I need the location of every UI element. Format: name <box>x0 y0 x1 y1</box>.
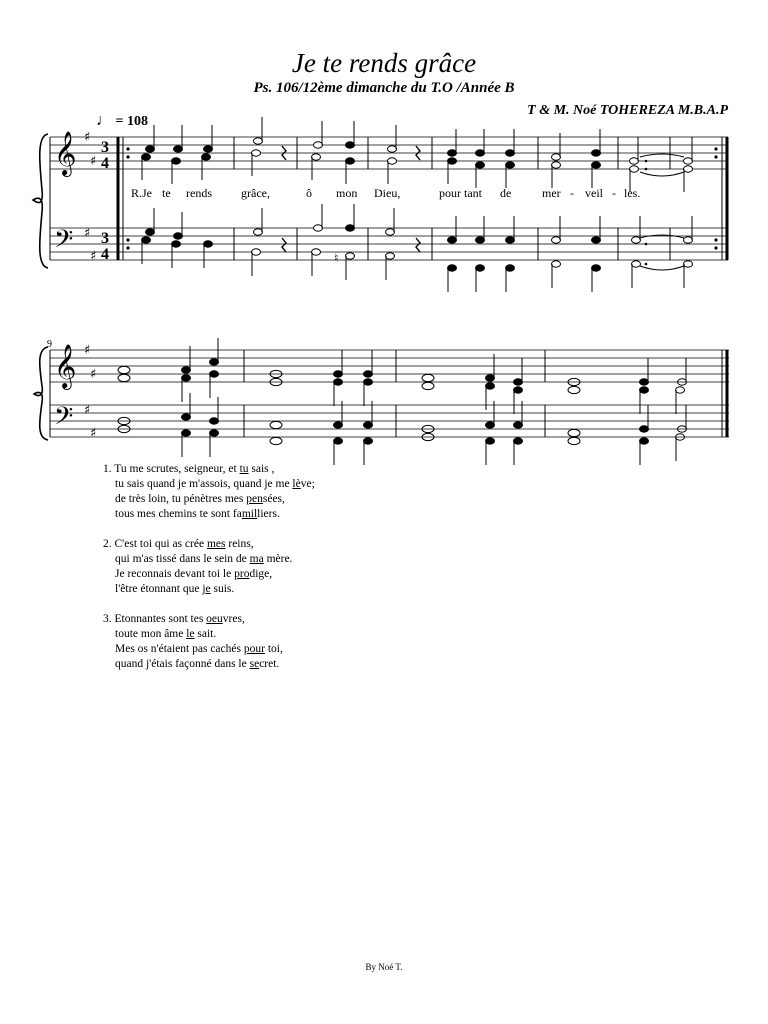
verse-text: Tu me scrutes, seigneur, et <box>114 463 240 475</box>
verse-3 <box>103 612 315 672</box>
accented-syllable: mes <box>206 538 226 550</box>
verse-text: tu sais quand je m'assois, quand je me <box>115 478 293 490</box>
verse-text: ve; <box>300 478 315 490</box>
verse-line <box>103 537 315 552</box>
verse-number: 1. <box>103 463 115 475</box>
accented-syllable: le <box>186 628 195 640</box>
barlines-2 <box>244 350 545 437</box>
verse-line <box>103 552 315 567</box>
verse-text: Mes os n'étaient pas cachés <box>115 643 244 655</box>
svg-text:♯: ♯ <box>90 426 97 441</box>
verse-text: C'est toi qui as crée <box>114 538 207 550</box>
accented-syllable: pro <box>234 568 250 580</box>
natural-sign-icon: ♮ <box>334 251 339 265</box>
accented-syllable: tu <box>239 463 249 475</box>
verse-number: 3. <box>103 613 115 625</box>
accented-syllable: se <box>249 658 260 670</box>
verse-text: de très loin, tu pénètres mes <box>115 493 247 505</box>
treble-clef-icon: 𝄞 <box>54 344 77 388</box>
footer-credit: By Noé T. <box>365 962 403 972</box>
lyric-syllable: veil <box>585 186 603 200</box>
svg-text:♯: ♯ <box>84 130 91 145</box>
dots-1 <box>645 160 648 266</box>
verse-text: tous mes chemins te sont fa <box>115 508 242 520</box>
system-1 <box>33 134 728 268</box>
verse-text: sais , <box>248 463 275 475</box>
lyric-syllable: de <box>500 186 512 200</box>
verse-line <box>103 492 315 507</box>
svg-text:4: 4 <box>101 246 109 263</box>
lyric-hyphen: - <box>570 186 574 200</box>
verse-line <box>103 477 315 492</box>
verse-line <box>103 582 315 597</box>
system-brace-1 <box>33 134 48 268</box>
verse-text: quand j'étais façonné dans le <box>115 658 250 670</box>
verse-1 <box>103 462 315 522</box>
verse-line <box>103 627 315 642</box>
treble-staff-1 <box>50 137 728 169</box>
accented-syllable: pen <box>246 493 263 505</box>
bass-clef-icon: 𝄢 <box>54 402 74 437</box>
lyric-syllable: les. <box>624 186 641 200</box>
verse-text: Je reconnais devant toi le <box>115 568 235 580</box>
verse-text: toi, <box>264 643 283 655</box>
verse-text: vres, <box>222 613 245 625</box>
lyric-syllable: te <box>162 186 171 200</box>
song-subtitle: Ps. 106/12ème dimanche du T.O /Année B <box>253 80 515 96</box>
treble-notes-2 <box>118 338 687 414</box>
bass-clef-icon: 𝄢 <box>54 225 74 260</box>
svg-text:4: 4 <box>101 155 109 172</box>
song-title: Je te rends grâce <box>291 48 477 78</box>
verse-text: toute mon âme <box>115 628 187 640</box>
verse-text: liers. <box>257 508 280 520</box>
svg-text:3: 3 <box>101 230 109 247</box>
svg-text:♯: ♯ <box>90 154 97 169</box>
verse-number: 2. <box>103 538 115 550</box>
accented-syllable: pour <box>243 643 265 655</box>
verse-text: suis. <box>210 583 235 595</box>
lyric-syllable: mer <box>542 186 561 200</box>
tempo-value: = 108 <box>115 114 148 129</box>
treble-staff-2 <box>50 350 729 382</box>
lyric-syllable: rends <box>186 186 212 200</box>
verse-line <box>103 642 315 657</box>
verse-line <box>103 462 315 477</box>
time-signature-icon <box>101 139 109 263</box>
accented-syllable: oeu <box>206 613 223 625</box>
lyric-syllable: Dieu, <box>374 186 401 200</box>
lyric-syllable: mon <box>336 186 358 200</box>
lyric-syllable: ô <box>306 186 312 200</box>
verse-text: cret. <box>259 658 280 670</box>
verse-text: dige, <box>249 568 273 580</box>
verse-text: Etonnantes sont tes <box>114 613 207 625</box>
accented-syllable: mil <box>241 508 258 520</box>
accented-syllable: ma <box>249 553 264 565</box>
verse-text: l'être étonnant que <box>115 583 203 595</box>
svg-text:3: 3 <box>101 139 109 156</box>
svg-text:♯: ♯ <box>90 367 97 382</box>
lyric-syllable: grâce, <box>241 186 270 200</box>
verse-line <box>103 612 315 627</box>
lyric-hyphen: - <box>612 186 616 200</box>
accented-syllable: je <box>202 583 211 595</box>
verse-line <box>103 567 315 582</box>
quarter-note-icon: ♩ <box>96 112 112 129</box>
verse-text: sait. <box>194 628 217 640</box>
accented-syllable: lè <box>292 478 301 490</box>
verse-line <box>103 657 315 672</box>
svg-text:♯: ♯ <box>84 343 91 358</box>
verse-text: mère. <box>263 553 293 565</box>
lyric-syllable: pour tant <box>439 186 482 200</box>
treble-clef-icon: 𝄞 <box>54 131 77 175</box>
bass-staff-2 <box>50 405 729 437</box>
verse-line <box>103 507 315 522</box>
svg-text:♯: ♯ <box>90 249 97 264</box>
lyric-syllable: R.Je <box>131 186 152 200</box>
system-brace-2 <box>34 347 48 440</box>
svg-text:♯: ♯ <box>84 226 91 241</box>
measure-number: 9 <box>47 339 52 350</box>
svg-text:♯: ♯ <box>84 403 91 418</box>
verse-text: reins, <box>225 538 254 550</box>
verse-text: sées, <box>262 493 285 505</box>
verses-list <box>103 462 315 687</box>
composer-credit: T & M. Noé TOHEREZA M.B.A.P <box>527 103 728 118</box>
verse-2 <box>103 537 315 597</box>
verse-text: qui m'as tissé dans le sein de <box>115 553 250 565</box>
system-2 <box>34 347 729 440</box>
